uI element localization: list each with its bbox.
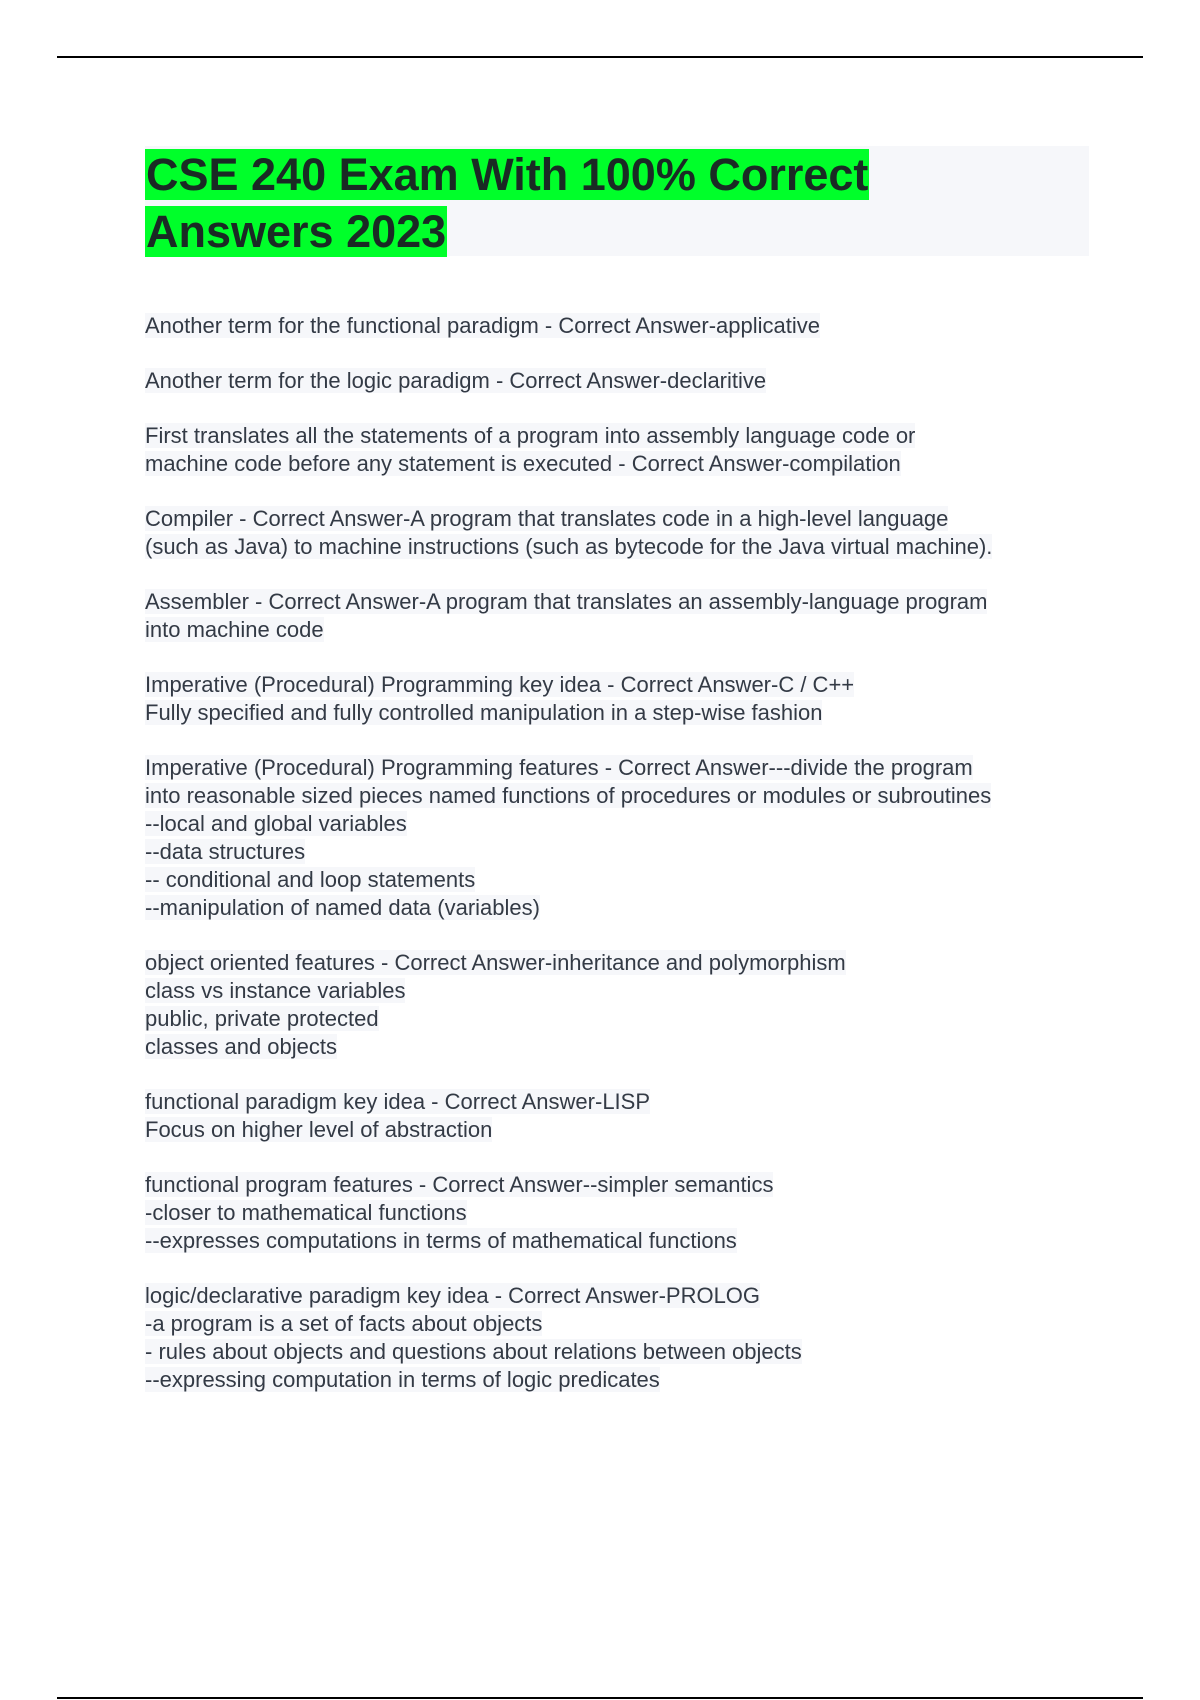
qa-line: - rules about objects and questions about relations between objects [145, 1339, 802, 1364]
qa-line: -- conditional and loop statements [145, 867, 476, 892]
qa-item [145, 312, 1095, 340]
qa-line: --expresses computations in terms of mathematical functions [145, 1228, 737, 1253]
document-title [145, 146, 1089, 260]
qa-line: into machine code [145, 617, 324, 642]
qa-line: -closer to mathematical functions [145, 1200, 467, 1225]
qa-line: Imperative (Procedural) Programming key idea - Correct Answer-C / C++ [145, 672, 855, 697]
qa-item [145, 949, 1095, 1061]
qa-line: Imperative (Procedural) Programming features - Correct Answer---divide the program [145, 755, 973, 780]
qa-line: logic/declarative paradigm key idea - Correct Answer-PROLOG [145, 1283, 761, 1308]
qa-line: --local and global variables [145, 811, 407, 836]
qa-line: functional program features - Correct Answer--simpler semantics [145, 1172, 774, 1197]
qa-list [145, 312, 1095, 1421]
qa-line: into reasonable sized pieces named functions of procedures or modules or subroutines [145, 783, 992, 808]
qa-item [145, 1088, 1095, 1144]
qa-line: machine code before any statement is executed - Correct Answer-compilation [145, 451, 901, 476]
qa-item [145, 754, 1095, 922]
qa-line: functional paradigm key idea - Correct Answer-LISP [145, 1089, 651, 1114]
qa-line: Another term for the logic paradigm - Correct Answer-declaritive [145, 368, 767, 393]
top-rule [57, 56, 1143, 58]
qa-line: public, private protected [145, 1006, 379, 1031]
qa-line: Assembler - Correct Answer-A program that translates an assembly-language program [145, 589, 988, 614]
qa-line: (such as Java) to machine instructions (such as bytecode for the Java virtual machine). [145, 534, 993, 559]
qa-line: -a program is a set of facts about objects [145, 1311, 543, 1336]
qa-item [145, 671, 1095, 727]
qa-line: Focus on higher level of abstraction [145, 1117, 493, 1142]
qa-item [145, 422, 1095, 478]
title-block [145, 146, 1089, 256]
qa-line: --manipulation of named data (variables) [145, 895, 540, 920]
qa-line: Another term for the functional paradigm - Correct Answer-applicative [145, 313, 820, 338]
qa-line: --expressing computation in terms of logic predicates [145, 1367, 660, 1392]
qa-line: First translates all the statements of a program into assembly language code or [145, 423, 916, 448]
qa-line: class vs instance variables [145, 978, 406, 1003]
qa-line: Compiler - Correct Answer-A program that translates code in a high-level language [145, 506, 949, 531]
qa-item [145, 1171, 1095, 1255]
qa-line: Fully specified and fully controlled manipulation in a step-wise fashion [145, 700, 823, 725]
qa-line: classes and objects [145, 1034, 337, 1059]
qa-item [145, 1282, 1095, 1394]
qa-item [145, 367, 1095, 395]
title-line-1: CSE 240 Exam With 100% Correct [146, 149, 869, 200]
bottom-rule [57, 1697, 1143, 1699]
qa-item [145, 505, 1095, 561]
qa-item [145, 588, 1095, 644]
qa-line: object oriented features - Correct Answer-inheritance and polymorphism [145, 950, 846, 975]
qa-line: --data structures [145, 839, 306, 864]
title-line-2: Answers 2023 [146, 206, 447, 257]
